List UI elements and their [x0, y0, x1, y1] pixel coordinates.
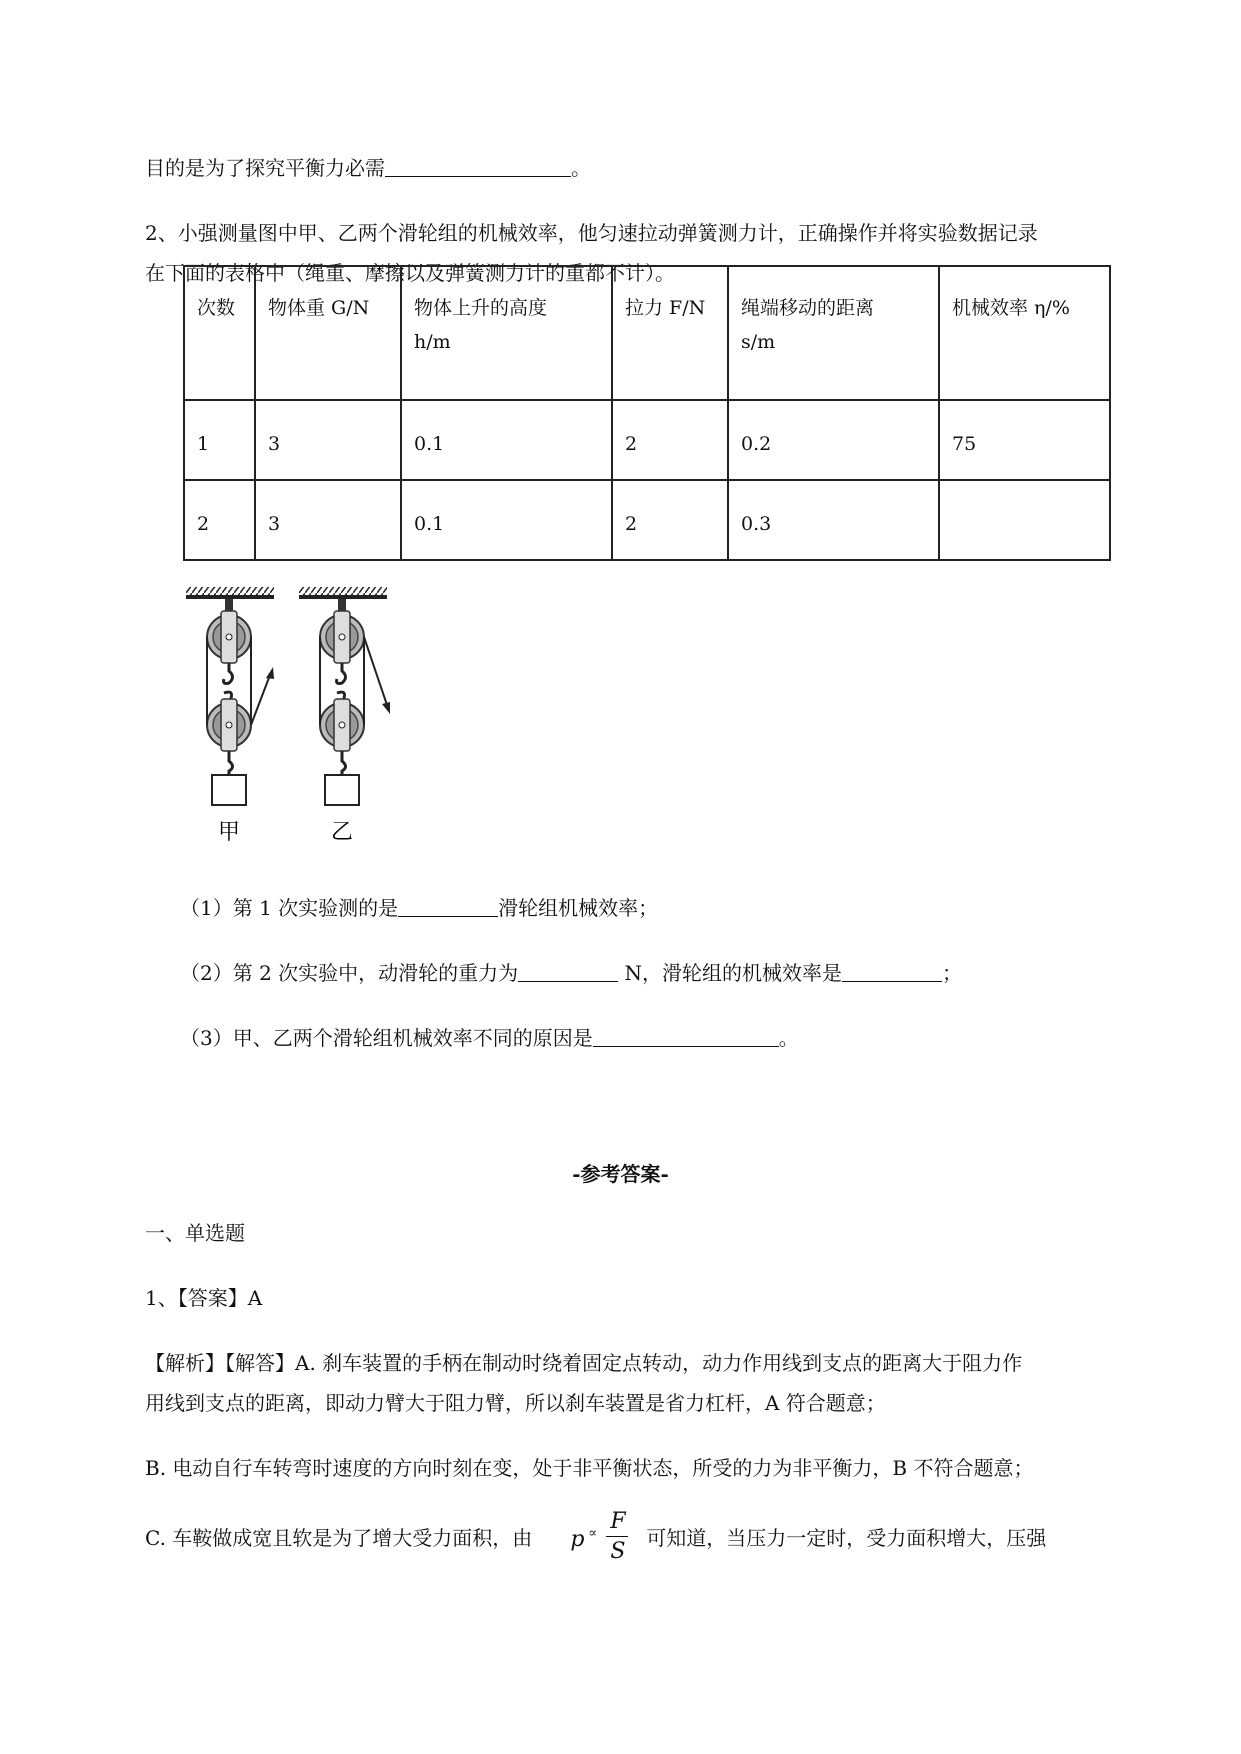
- answer-blank[interactable]: [398, 894, 498, 917]
- table-cell: 0.3: [728, 480, 939, 560]
- data-table: [183, 265, 1111, 561]
- header-cell: 物体重 G/N: [255, 266, 401, 400]
- table-cell: 2: [612, 400, 728, 480]
- table-cell: 3: [255, 480, 401, 560]
- table-cell: 1: [184, 400, 255, 480]
- answers-title: -参考答案-: [572, 1162, 669, 1186]
- pulley-figure: [180, 585, 440, 860]
- answer-blank[interactable]: [593, 1024, 779, 1047]
- question-2-line-1: 2、小强测量图中甲、乙两个滑轮组的机械效率，他匀速拉动弹簧测力计，正确操作并将实验数据记录: [145, 221, 1038, 245]
- question-2-line-2: 在下面的表格中（绳重、摩擦以及弹簧测力计的重都不计）。: [145, 261, 675, 285]
- pulley-system-jia: [186, 587, 274, 845]
- table-cell: 0.2: [728, 400, 939, 480]
- table-row: [184, 480, 1110, 560]
- sub-question-1: （1）第 1 次实验测的是 滑轮组机械效率；: [180, 896, 659, 920]
- answer-blank[interactable]: [518, 959, 618, 982]
- table-cell[interactable]: [939, 480, 1110, 560]
- analysis-line-2: 用线到支点的距离，即动力臂大于阻力臂，所以刹车装置是省力杠杆，A 符合题意；: [145, 1391, 886, 1415]
- table-cell: 2: [612, 480, 728, 560]
- intro-end: 。: [571, 156, 591, 180]
- pulley-system-yi: [299, 587, 390, 845]
- figure-label-jia: 甲: [217, 820, 241, 845]
- intro-line: [145, 153, 591, 183]
- table-cell: 0.1: [401, 400, 612, 480]
- sub-question-2: （2）第 2 次实验中，动滑轮的重力为 N，滑轮组的机械效率是 ；: [180, 961, 963, 985]
- figure-label-yi: 乙: [330, 820, 354, 845]
- header-cell: 次数: [184, 266, 255, 400]
- table-cell: 3: [255, 400, 401, 480]
- analysis-line-1: 【解析】【解答】A. 刹车装置的手柄在制动时绕着固定点转动，动力作用线到支点的距离大于阻力作: [145, 1351, 1023, 1375]
- table-header-row: [184, 266, 1110, 400]
- sub-question-3: （3）甲、乙两个滑轮组机械效率不同的原因是 。: [180, 1026, 799, 1050]
- header-cell: 机械效率 η/%: [939, 266, 1110, 400]
- table-row: [184, 400, 1110, 480]
- answer-blank[interactable]: [385, 154, 571, 177]
- intro-text: 目的是为了探究平衡力必需: [145, 156, 385, 180]
- analysis-b: B. 电动自行车转弯时速度的方向时刻在变，处于非平衡状态，所受的力为非平衡力，B 不符合题意；: [145, 1456, 1034, 1480]
- section-heading: 一、单选题: [145, 1221, 245, 1245]
- table-cell: 0.1: [401, 480, 612, 560]
- answer-blank[interactable]: [842, 959, 942, 982]
- header-cell: 绳端移动的距离 s/m: [728, 266, 939, 400]
- header-cell: 物体上升的高度 h/m: [401, 266, 612, 400]
- table-cell: 2: [184, 480, 255, 560]
- analysis-c: C. 车鞍做成宽且软是为了增大受力面积，由 p ∝ F S 可知道，当压力一定时，受力面积增大，压强: [145, 1509, 1047, 1564]
- q1-answer: 1、【答案】A: [145, 1286, 263, 1310]
- header-cell: 拉力 F/N: [612, 266, 728, 400]
- table-cell: 75: [939, 400, 1110, 480]
- pressure-formula: p ∝ F S: [570, 1523, 640, 1553]
